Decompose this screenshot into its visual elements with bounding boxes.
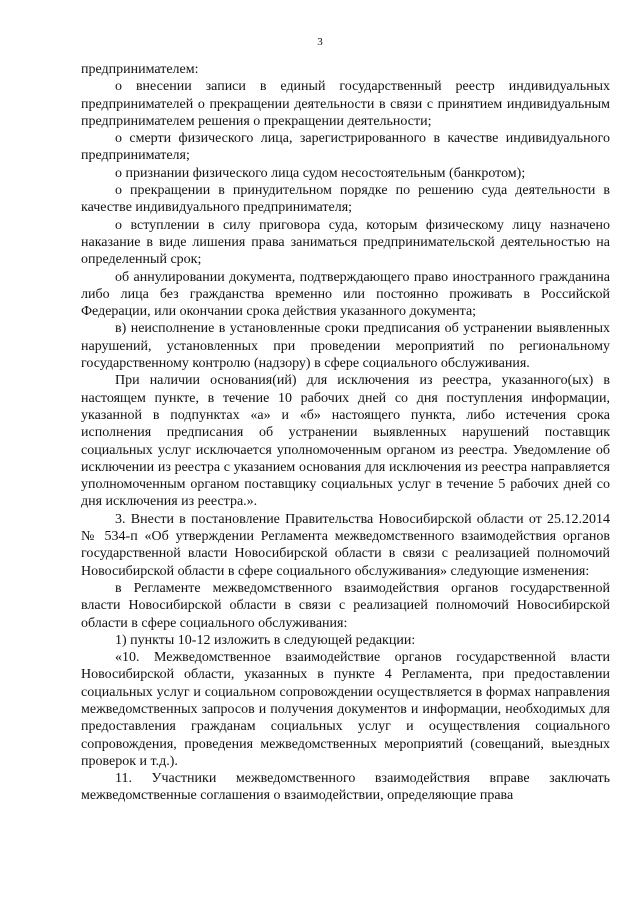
paragraph: о вступлении в силу приговора суда, которым физическому лицу назначено наказание в виде лишения права заниматься предпринимательской деятельностью на определенный срок; bbox=[81, 217, 610, 268]
paragraph: 3. Внести в постановление Правительства Новосибирской области от 25.12.2014 № 534-п «Об утверждении Регламента межведомственного взаимодействия органов государственной власти Новосибирской области в связи с реализацией полномочий Новосибирской области в сфере социального обслуживания» следующие изменения: bbox=[81, 511, 610, 579]
paragraph: 11. Участники межведомственного взаимодействия вправе заключать межведомственные соглашения о взаимодействии, определяющие права bbox=[81, 771, 610, 804]
paragraph: об аннулировании документа, подтверждающего право иностранного гражданина либо лица без гражданства временно или постоянно проживать в Российской Федерации, или окончании срока действия указанного документа; bbox=[81, 269, 610, 320]
paragraph: предпринимателем: bbox=[81, 62, 199, 77]
paragraph: в Регламенте межведомственного взаимодействия органов государственной власти Новосибирской области в связи с реализацией полномочий Новосибирской области в сфере социального обслуживания: bbox=[81, 580, 610, 631]
paragraph: о смерти физического лица, зарегистрированного в качестве индивидуального предпринимателя; bbox=[81, 131, 610, 164]
paragraph: о признании физического лица судом несостоятельным (банкротом); bbox=[115, 165, 526, 181]
paragraph: о прекращении в принудительном порядке по решению суда деятельности в качестве индивидуального предпринимателя; bbox=[81, 183, 610, 216]
paragraph: При наличии основания(ий) для исключения из реестра, указанного(ых) в настоящем пункте, в течение 10 рабочих дней со дня поступления информации, указанной в подпунктах «а» и «б» настоящего пункта, либо истечения срока исполнения предписания об устранении выявленных нарушений поставщик социальных услуг исключается уполномоченным органом из реестра. Уведомление об исключении из реестра с указанием основания для исключения из реестра направляется уполномоченным органом поставщику социальных услуг в течение 5 рабочих дней со дня исключения из реестра.». bbox=[81, 373, 610, 510]
paragraph: о внесении записи в единый государственный реестр индивидуальных предпринимателей о прекращении деятельности в связи с принятием индивидуальным предпринимателем решения о прекращении деятельности; bbox=[81, 79, 610, 129]
paragraph: «10. Межведомственное взаимодействие органов государственной власти Новосибирской области, указанных в пункте 4 Регламента, при предоставлении социальных услуг и социальном сопровождении осуществляется в формах направления межведомственных запросов и получения документов и информации, необходимых для предоставления гражданам социальных услуг и осуществления социального сопровождения, проведения межведомственных мероприятий (совещаний, выездных проверок и т.д.). bbox=[81, 650, 610, 769]
document-body bbox=[81, 61, 610, 805]
page-number: 3 bbox=[317, 36, 323, 48]
paragraph: в) неисполнение в установленные сроки предписания об устранении выявленных нарушений, установленных при проведении мероприятий по региональному государственному контролю (надзору) в сфере социального обслуживания. bbox=[81, 321, 610, 372]
paragraph: 1) пункты 10-12 изложить в следующей редакции: bbox=[115, 632, 416, 648]
